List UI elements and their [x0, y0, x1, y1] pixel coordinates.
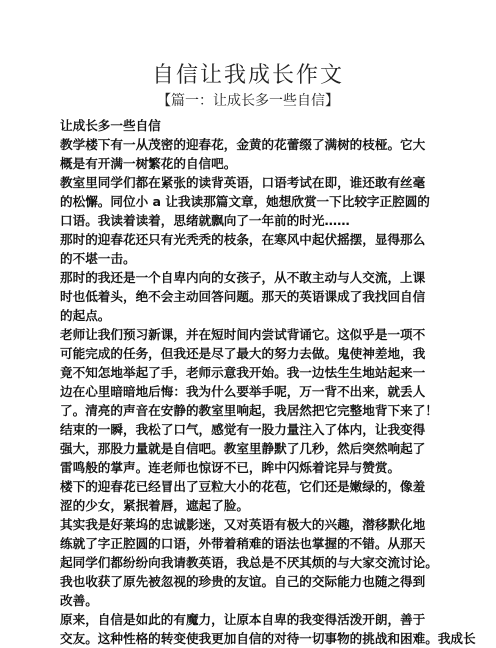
text-line: 让成长多一些自信: [60, 118, 161, 133]
text-line: 起同学们都纷纷向我请教英语，我总是不厌其烦的与大家交流讨论。: [60, 555, 438, 570]
text-line: 改善。: [60, 593, 98, 608]
text-line: 教室里同学们都在紧张的读背英语，口语考试在即，谁还敢有丝毫: [60, 175, 426, 190]
section-heading: 【篇一：让成长多一些自信】: [157, 93, 339, 109]
text-line: 了。清亮的声音在安静的教室里响起，我居然把它完整地背下来了！: [60, 403, 438, 418]
article-body: [60, 116, 476, 648]
text-line: 的起点。: [60, 308, 111, 323]
text-line: 交友。这种性格的转变使我更加自信的对待一切事物的挑战和困难。我成长: [60, 631, 476, 646]
text-line: 竟不知怎地举起了手，老师示意我开始。我一边怯生生地站起来一: [60, 365, 426, 380]
text-line: 老师让我们预习新课，并在短时间内尝试背诵它。这似乎是一项不: [60, 327, 426, 342]
text-line: 教学楼下有一从茂密的迎春花，金黄的花蕾缀了满树的枝桠。它大: [60, 137, 426, 152]
text-line: 我也收获了原先被忽视的珍贵的友谊。自己的交际能力也随之得到: [60, 574, 426, 589]
text-line: 那时的我还是一个自卑内向的女孩子，从不敢主动与人交流，上课: [60, 270, 426, 285]
page-title: 自信让我成长作文: [151, 63, 344, 88]
text-line: 的不堪一击。: [60, 251, 136, 266]
text-line: 可能完成的任务，但我还是尽了最大的努力去做。鬼使神差地，我: [60, 346, 426, 361]
text-line: 楼下的迎春花已经冒出了豆粒大小的花苞，它们还是嫩绿的，像羞: [60, 479, 426, 494]
text-line: 雷鸣般的掌声。连老师也惊讶不已，眸中闪烁着诧异与赞赏。: [60, 460, 401, 475]
text-line: 结束的一瞬，我松了口气，感觉有一股力量注入了体内，让我变得: [60, 422, 426, 437]
text-line: 边在心里暗暗地后悔：我为什么要举手呢，万一背不出来，就丢人: [60, 384, 426, 399]
text-line: 其实我是好莱坞的忠诚影迷，又对英语有极大的兴趣，潜移默化地: [60, 517, 426, 532]
text-line: 原来，自信是如此的有魔力，让原本自卑的我变得活泼开朗，善于: [60, 612, 426, 627]
text-line: 的松懈。同位小 a 让我读那篇文章，她想欣赏一下比较字正腔圆的: [60, 194, 430, 209]
text-line: 那时的迎春花还只有光秃秃的枝条，在寒风中起伏摇摆，显得那么: [60, 232, 426, 247]
text-line: 涩的少女，紧抿着唇，遮起了脸。: [60, 498, 249, 513]
text-line: 强大，那股力量就是自信吧。教室里静默了几秒，然后突然响起了: [60, 441, 426, 456]
text-line: 口语。我读着读着，思绪就飘向了一年前的时光……: [60, 213, 350, 228]
text-line: 练就了字正腔圆的口语，外带着稍难的语法也掌握的不错。从那天: [60, 536, 426, 551]
text-line: 时也低着头，绝不会主动回答问题。那天的英语课成了我找回自信: [60, 289, 426, 304]
text-line: 概是有开满一树繁花的自信吧。: [60, 156, 237, 171]
